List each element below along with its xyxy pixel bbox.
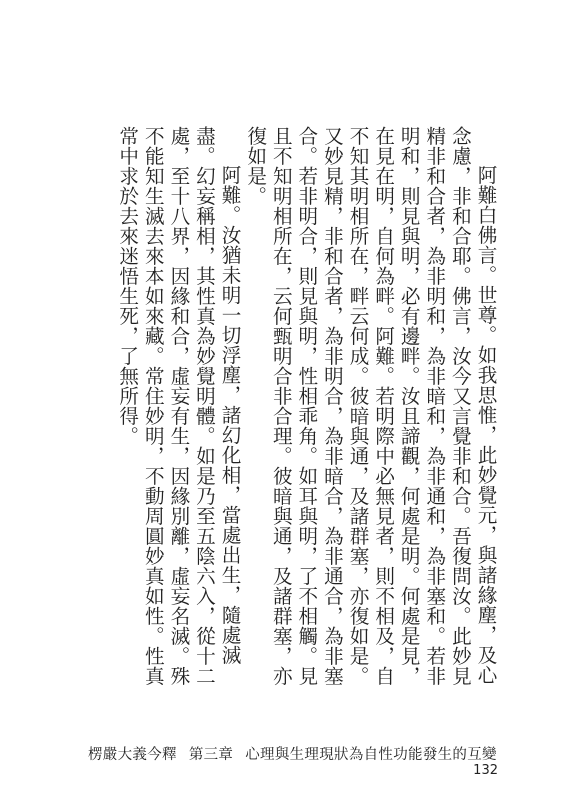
paragraph-1: 阿難白佛言。世尊。如我思惟，此妙覺元，與諸緣塵，及心念慮，非和合耶。佛言，汝今又言覺非和合。吾復問汝。此妙見精非和合者，為非明和，為非暗和，為非通和，為非塞和。若非明和，則見與明，必有邊畔。汝且諦觀，何處是明。何處是見，在見在明，自何為畔。阿難。若明際中必無見者，則不相及，自不知其明相所在，畔云何成。彼暗與通，及諸群塞，亦復如是。又妙見精，非和合者，為非明合，為非暗合，為非通合，為非塞合。若非明合，則見與明，性相乖角。如耳與明，了不相觸。見且不知明相所在，云何甄明合非合理。彼暗與通，及諸群塞，亦復如是。: [243, 126, 497, 686]
paragraph-2: 阿難。汝猶未明一切浮塵，諸幻化相，當處出生，隨處滅盡。幻妄稱相，其性真為妙覺明體。如是乃至五陰六入，從十二處，至十八界，因緣和合，虛妄有生，因緣別離，虛妄名滅。殊不能知生滅去來本如來藏。常住妙明，不動周圓妙真如性。性真常中求於去來迷悟生死，了無所得。: [115, 126, 242, 686]
page-footer: [88, 744, 508, 766]
footer-book-title: 楞嚴大義今釋: [88, 747, 177, 763]
footer-chapter: 第三章: [188, 747, 234, 763]
footer-chapter-title: 心理與生理現狀為自性功能發生的互變: [245, 747, 497, 763]
vertical-body-text: [115, 126, 498, 702]
page-number: 132: [473, 763, 498, 778]
